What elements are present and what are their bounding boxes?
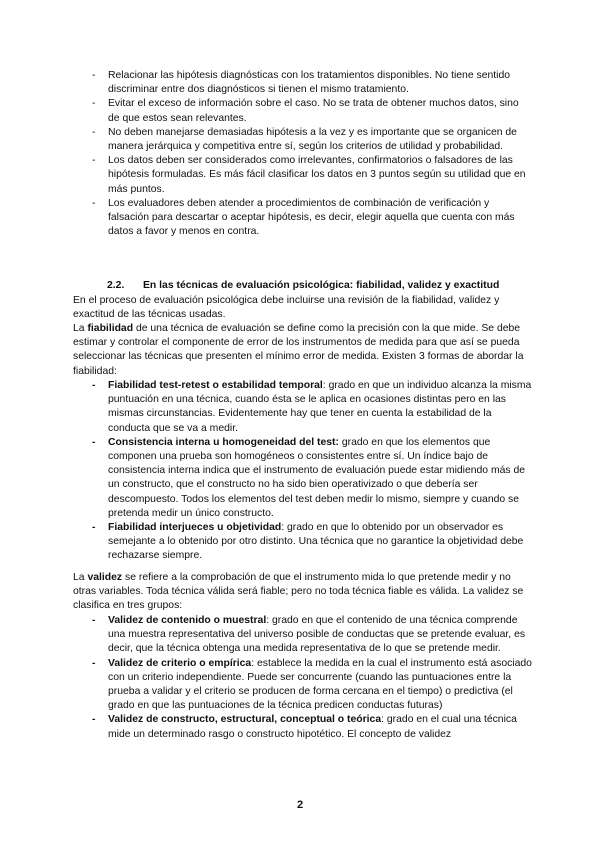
list-item: - Validez de constructo, estructural, conceptual o teórica: grado en el cual una técnica mide un determinado rasgo o constructo hipotético. El concepto de validez [92,714,517,740]
item-term: Validez de criterio o empírica [108,657,252,669]
dash-bullet: - [92,98,96,110]
list-item: - Evitar el exceso de información sobre el caso. No se trata de obtener muchos datos, sino de que estos sean relevantes. [92,98,519,124]
validez-term: validez [87,572,123,583]
dash-bullet: - [92,657,96,669]
item-term: Validez de constructo, estructural, conceptual o teórica [108,714,382,726]
dash-bullet: - [92,615,96,626]
fiabilidad-paragraph: La fiabilidad de una técnica de evaluación se define como la precisión con la que mide. Se debe estimar y controlar el componente de error de los instrumentos de medida para que así se pueda seleccionar las técnicas que presenten el mínimo error de medida. Existen 3 formas de abordar la fiabilidad: [73,323,524,377]
list-item: - Fiabilidad test-retest o estabilidad temporal: grado en que un individuo alcanza la misma puntuación en una técnica, cuando ésta se le aplica en ocasiones distintas pero en las mismas circunstancias. Evidentemente hay que tener en cuenta la estabilidad de la conducta que se va a medir. [92,380,532,434]
item-term: Fiabilidad interjueces u objetividad [108,522,282,534]
list-item: - Consistencia interna u homogeneidad del test: grado en que los elementos que componen una prueba son homogéneos o consistentes entre sí. Un índice bajo de consistencia interna indica que el instrumento de evaluación puede estar midiendo más de un constructo, que el constructo no ha sido bien operativizado o que debería ser descompuesto. Todos los elementos del test deben medir lo mismo, siempre y cuando se pretenda medir un único constructo. [92,436,526,519]
section-title: En las técnicas de evaluación psicológica: fiabilidad, validez y exactitud [143,280,500,291]
dash-bullet: - [92,126,96,138]
hypothesis-guidelines-list [92,69,532,239]
dash-bullet: - [92,155,96,167]
dash-bullet: - [92,714,96,726]
list-item: - Validez de criterio o empírica: establece la medida en la cual el instrumento está asociado con un criterio independiente. Puede ser concurrente (cuando las puntuaciones entre la prueba a validar y el criterio se producen de forma cercana en el tiempo) o predictiva (el grado en que las puntuaciones de la técnica predicen conductas futuras) [92,657,532,712]
section-heading [107,279,499,293]
list-item: - Los datos deben ser considerados como irrelevantes, confirmatorios o falsadores de las hipótesis formuladas. Es más fácil clasificar los datos en 3 puntos según su utilidad que en más puntos. [92,155,526,195]
dash-bullet: - [92,436,96,448]
list-item: - Relacionar las hipótesis diagnósticas con los tratamientos disponibles. No tiene sentido discriminar entre dos diagnósticos si tienen el mismo tratamiento. [92,70,510,96]
fiabilidad-term: fiabilidad [87,323,134,334]
fiabilidad-types-list [92,379,532,564]
item-term: Consistencia interna u homogeneidad del test: [108,436,339,448]
page-number: 2 [296,799,304,811]
dash-bullet: - [92,522,96,534]
dash-bullet: - [92,380,96,391]
list-item: - Los evaluadores deben atender a procedimientos de combinación de verificación y falsación para descartar o aceptar hipótesis, es decir, elegir aquella que cuenta con más datos a favor y menos en contra. [92,197,515,238]
list-item: - Fiabilidad interjueces u objetividad: grado en que lo obtenido por un observador es semejante a lo obtenido por otro distinto. Una técnica que no garantice la objetividad debe rechazarse siempre. [92,522,524,562]
validez-types-list [92,614,532,742]
item-term: Validez de contenido o muestral [108,615,267,626]
section-number: 2.2. [107,280,125,291]
item-term: Fiabilidad test-retest o estabilidad temporal [108,380,323,391]
intro-paragraph: En el proceso de evaluación psicológica debe incluirse una revisión de la fiabilidad, validez y exactitud de las técnicas usadas. [73,295,500,321]
validez-paragraph: La validez se refiere a la comprobación de que el instrumento mida lo que pretende medir y no otras variables. Toda técnica válida será fiable; pero no toda técnica fiable es válida. La validez se clasifica en tres grupos: [73,572,524,612]
dash-bullet: - [92,70,96,81]
list-item: - Validez de contenido o muestral: grado en que el contenido de una técnica comprende una muestra representativa del universo posible de conductas que se pretende evaluar, es decir, que la técnica obtenga una medida representativa de lo que se pretende medir. [92,615,526,655]
list-item: - No deben manejarse demasiadas hipótesis a la vez y es importante que se organicen de manera jerárquica y competitiva entre sí, según los criterios de utilidad y probabilidad. [92,126,517,153]
dash-bullet: - [92,197,96,209]
